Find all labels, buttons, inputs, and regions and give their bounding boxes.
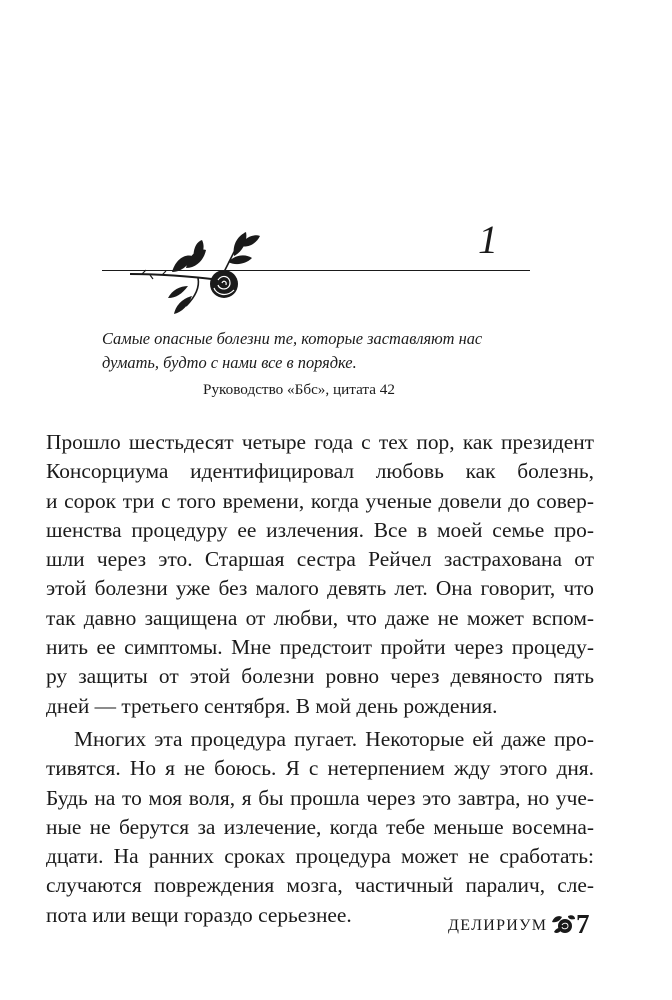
page-footer	[448, 908, 608, 940]
text-line: и сорок три с того времени, когда ученые довели до совер-	[46, 488, 594, 513]
rose-icon	[550, 912, 576, 938]
page-number: 7	[576, 909, 590, 939]
text-line: этой болезни уже без малого девять лет. Она говорит, что	[46, 576, 594, 601]
book-title: ДЕЛИРИУМ	[448, 917, 548, 934]
text-line: пота или вещи гораздо серьезнее.	[46, 902, 352, 927]
chapter-body	[46, 428, 594, 934]
paragraph	[46, 428, 594, 721]
epigraph	[102, 327, 542, 375]
chapter-number: 1	[478, 217, 498, 262]
text-line: Многих эта процедура пугает. Некоторые ей даже про-	[74, 726, 594, 751]
text-line: Прошло шестьдесят четыре года с тех пор, как президент	[46, 430, 594, 454]
text-line: дцати. На ранних сроках процедура может не сработать:	[46, 844, 594, 869]
text-line: Консорциума идентифицировал любовь как болезнь,	[46, 459, 594, 484]
epigraph-source: Руководство «Ббс», цитата 42	[203, 381, 395, 398]
text-line: шли через это. Старшая сестра Рейчел застрахована от	[46, 547, 594, 572]
text-line: так давно защищена от любви, что даже не может вспом-	[46, 605, 594, 630]
epigraph-line: думать, будто с нами все в порядке.	[102, 353, 357, 372]
epigraph-line: Самые опасные болезни те, которые заставляют нас	[102, 329, 483, 348]
text-line: ные не берутся за излечение, когда тебе меньше восемна-	[46, 814, 594, 839]
text-line: случаются повреждения мозга, частичный паралич, сле-	[46, 873, 594, 898]
paragraph	[46, 725, 594, 930]
rose-branch-icon	[128, 228, 268, 316]
text-line: Будь на то моя воля, я бы прошла через это завтра, но уче-	[46, 785, 594, 810]
text-line: тивятся. Но я не боюсь. Я с нетерпением жду этого дня.	[46, 756, 594, 781]
text-line: дней — третьего сентября. В мой день рождения.	[46, 693, 498, 718]
text-line: ру защиты от этой болезни ровно через девяносто пять	[46, 664, 594, 689]
text-line: шенства процедуру ее излечения. Все в моей семье про-	[46, 517, 594, 542]
text-line: нить ее симптомы. Мне предстоит пройти через процеду-	[46, 635, 594, 660]
